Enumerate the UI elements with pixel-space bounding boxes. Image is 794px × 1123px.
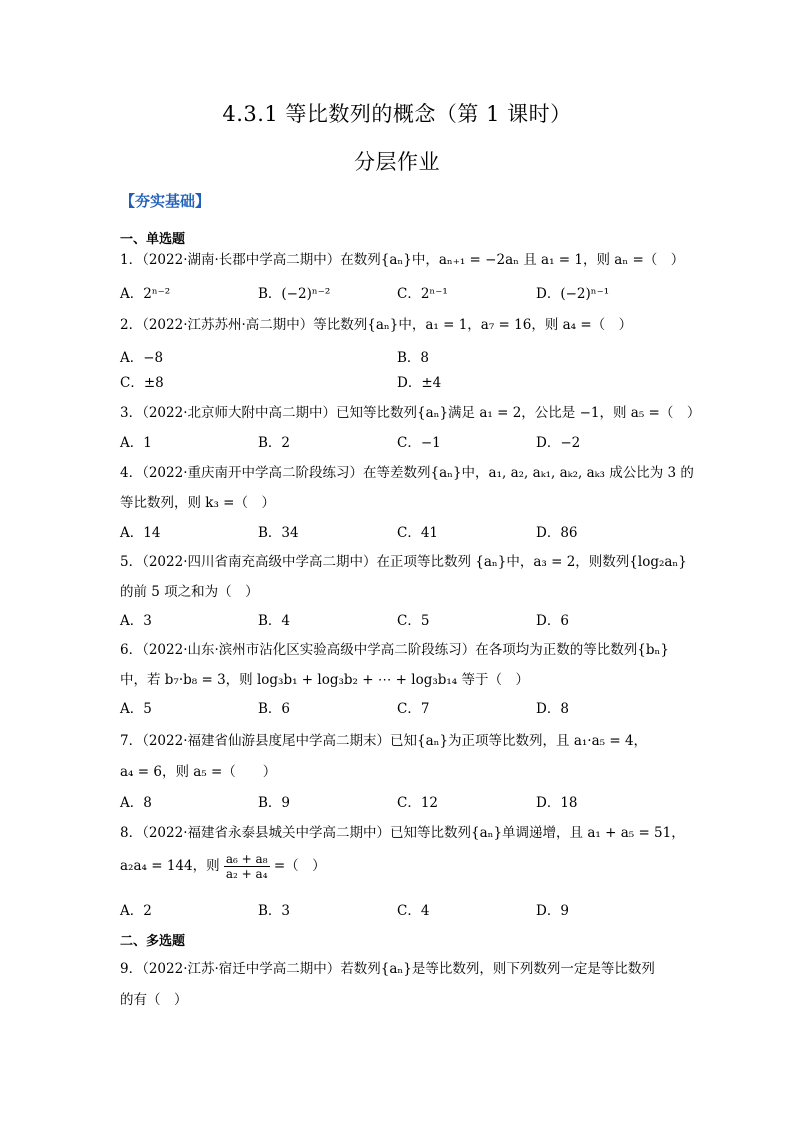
- question-2-stem: 2．（2022·江苏苏州·高二期中）等比数列{aₙ}中，a₁ = 1，a₇ = 16，则 a₄ =（ ）: [120, 317, 633, 333]
- question-4-stem-cont: 等比数列，则 k₃ =（ ）: [120, 495, 275, 511]
- question-7-stem-cont: a₄ = 6，则 a₅ =（ ）: [120, 764, 277, 780]
- question-5-option-c: C．5: [397, 613, 430, 629]
- question-2-option-a: A．−8: [120, 350, 164, 366]
- question-7-stem: 7．（2022·福建省仙游县度尾中学高二期末）已知{aₙ}为正项等比数列，且 a₁·a₅ = 4，: [120, 733, 648, 749]
- question-7-option-d: D．18: [536, 795, 578, 811]
- question-2-option-c: C．±8: [120, 375, 164, 391]
- page-subtitle: 分层作业: [354, 150, 440, 174]
- question-8-stem: 8．（2022·福建省永泰县城关中学高二期中）已知等比数列{aₙ}单调递增，且 a₁ + a₅ = 51，: [120, 825, 685, 841]
- question-4-option-b: B．34: [258, 525, 299, 541]
- question-6-option-b: B．6: [258, 701, 291, 717]
- question-2-option-d: D．±4: [397, 375, 442, 391]
- part-heading-single-choice: 一、单选题: [120, 232, 186, 247]
- question-1-option-d: D．(−2)ⁿ⁻¹: [536, 286, 610, 302]
- part-heading-multiple-choice: 二、多选题: [120, 934, 186, 949]
- question-3-option-c: C．−1: [397, 435, 441, 451]
- question-7-option-a: A．8: [120, 795, 152, 811]
- question-6-option-d: D．8: [536, 701, 569, 717]
- question-3-option-b: B．2: [258, 435, 291, 451]
- question-8-option-c: C．4: [397, 903, 430, 919]
- question-4-stem: 4．（2022·重庆南开中学高二阶段练习）在等差数列{aₙ}中，a₁, a₂, aₖ₁, aₖ₂, aₖ₃ 成公比为 3 的: [120, 465, 694, 481]
- question-6-stem: 6．（2022·山东·滨州市沾化区实验高级中学高二阶段练习）在各项均为正数的等比数列{bₙ}: [120, 642, 669, 658]
- question-4-option-d: D．86: [536, 525, 578, 541]
- question-8-stem-cont: [120, 852, 326, 881]
- question-4-option-a: A．14: [120, 525, 161, 541]
- question-9-stem: 9．（2022·江苏·宿迁中学高二期中）若数列{aₙ}是等比数列，则下列数列一定是等比数列: [120, 961, 655, 977]
- question-1-option-a: A．2ⁿ⁻²: [120, 286, 171, 302]
- question-6-stem-cont: 中，若 b₇·b₈ = 3，则 log₃b₁ + log₃b₂ + ⋯ + log₃b₁₄ 等于（ ）: [120, 672, 530, 688]
- question-8-fraction: [224, 852, 270, 881]
- question-6-option-a: A．5: [120, 701, 152, 717]
- question-8-option-a: A．2: [120, 903, 152, 919]
- question-6-option-c: C．7: [397, 701, 430, 717]
- question-3-stem: 3．（2022·北京师大附中高二期中）已知等比数列{aₙ}满足 a₁ = 2，公比是 −1，则 a₅ =（ ）: [120, 405, 701, 421]
- question-3-option-d: D．−2: [536, 435, 581, 451]
- question-8-option-b: B．3: [258, 903, 291, 919]
- question-7-option-b: B．9: [258, 795, 291, 811]
- question-5-stem: 5．（2022·四川省南充高级中学高二期中）在正项等比数列 {aₙ}中，a₃ = 2，则数列{log₂aₙ}: [120, 554, 687, 570]
- fraction-denominator: a₂ + a₄: [225, 867, 268, 881]
- question-4-option-c: C．41: [397, 525, 439, 541]
- question-1-option-b: B．(−2)ⁿ⁻²: [258, 286, 331, 302]
- question-8-stem-post: =（ ）: [273, 858, 326, 874]
- fraction-numerator: a₆ + a₈: [225, 852, 268, 866]
- question-1-option-c: C．2ⁿ⁻¹: [397, 286, 448, 302]
- question-5-stem-cont: 的前 5 项之和为（ ）: [120, 584, 259, 600]
- question-5-option-b: B．4: [258, 613, 291, 629]
- question-2-option-b: B．8: [397, 350, 430, 366]
- question-8-stem-pre: a₂a₄ = 144，则: [120, 858, 220, 874]
- question-9-stem-cont: 的有（ ）: [120, 992, 188, 1008]
- page-title: 4.3.1 等比数列的概念（第 1 课时）: [222, 102, 572, 126]
- question-5-option-d: D．6: [536, 613, 569, 629]
- question-8-option-d: D．9: [536, 903, 569, 919]
- question-3-option-a: A．1: [120, 435, 152, 451]
- question-7-option-c: C．12: [397, 795, 439, 811]
- section-heading: 【夯实基础】: [120, 192, 211, 210]
- question-5-option-a: A．3: [120, 613, 152, 629]
- question-1-stem: 1．（2022·湖南·长郡中学高二期中）在数列{aₙ}中，aₙ₊₁ = −2aₙ 且 a₁ = 1，则 aₙ =（ ）: [120, 252, 685, 268]
